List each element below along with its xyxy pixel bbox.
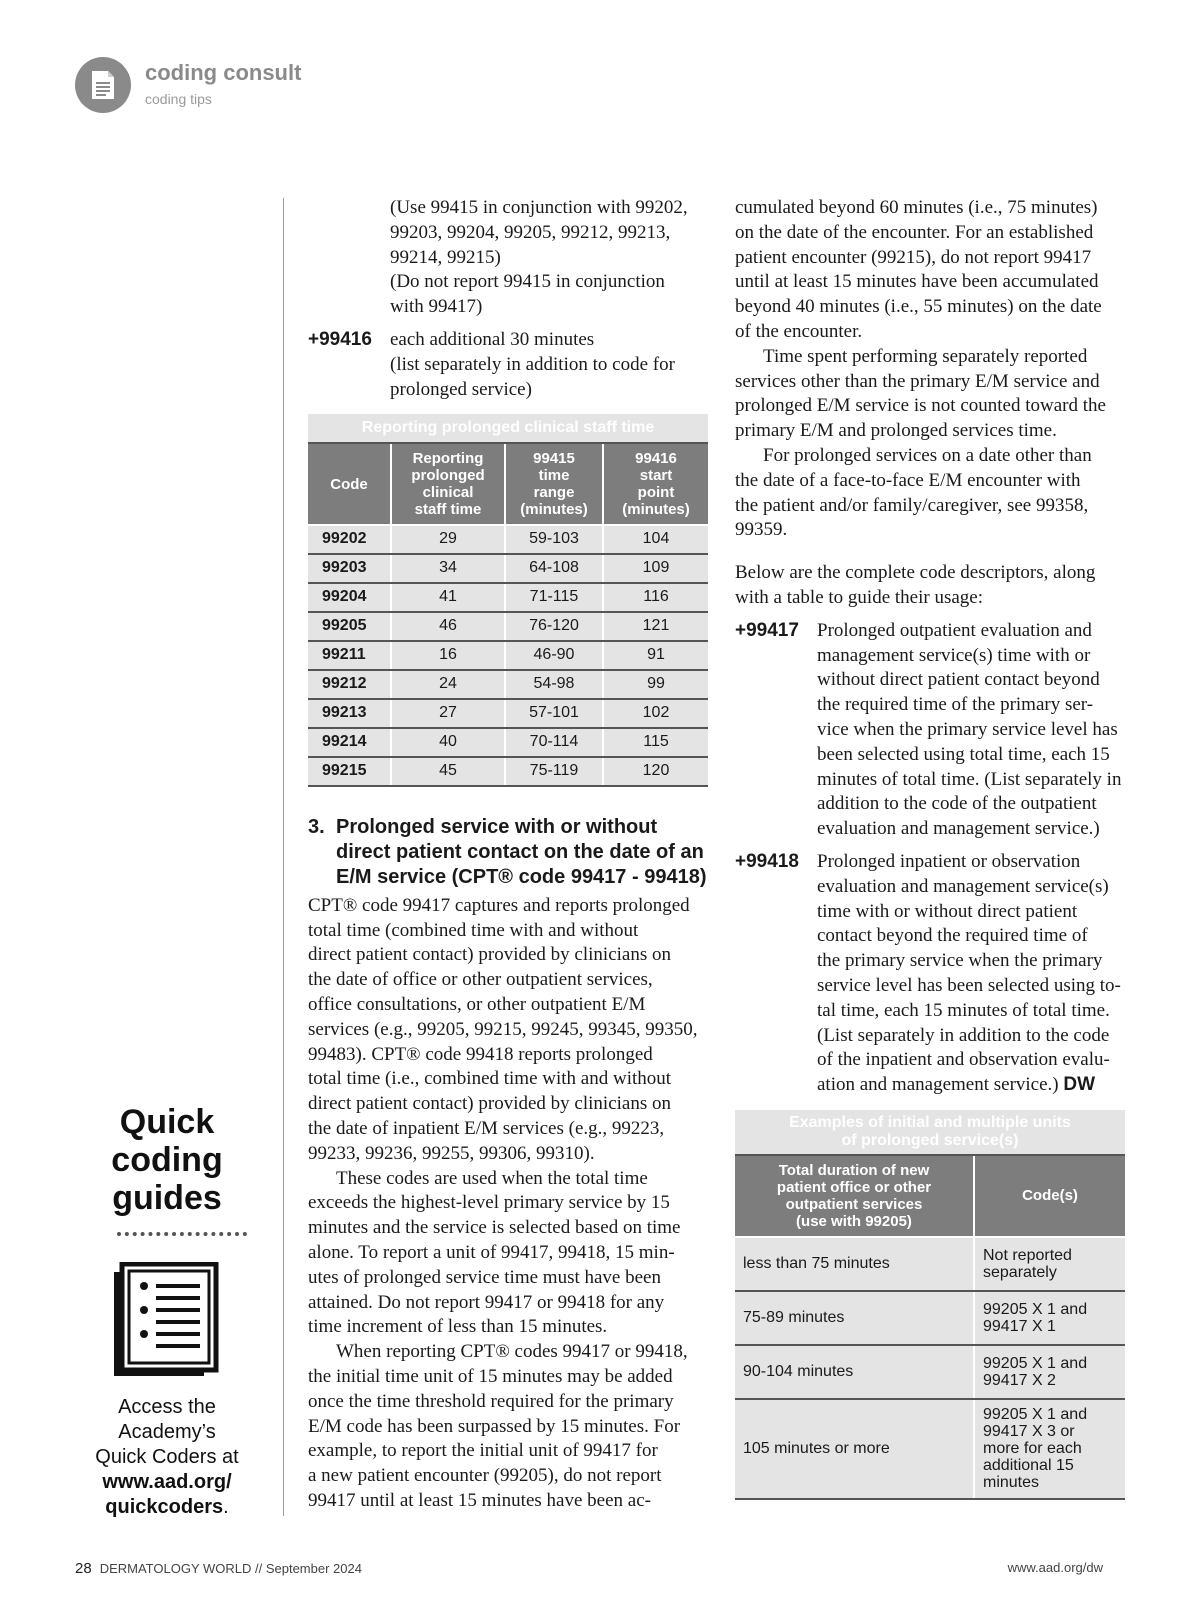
table-cell: 99203 [308,554,391,583]
table-cell: 75-119 [505,757,603,786]
table-cell: 99205 X 1 and 99417 X 2 [974,1345,1125,1399]
table-header-row [308,443,708,525]
table-cell: 115 [603,728,708,757]
paragraph-continued: cumulated beyond 60 minutes (i.e., 75 minutes) on the date of the encounter. For an established patient encounter (99215), do not report 99417 until at least 15 minutes have been accumulated beyond 40 minutes (i.e., 55 minutes) on the date of the encounter. [735,197,1102,342]
section-number: 3. [308,816,325,839]
paragraph-other-date: For prolonged services on a date other than the date of a face-to-face E/M encounter with the patient and/or family/caregiver, see 99358, 99359. [735,444,1092,541]
table-cell: 45 [391,757,505,786]
column-header: Total duration of new patient office or other outpatient services (use with 99205) [735,1155,974,1237]
column-header: Code(s) [974,1155,1125,1237]
table-cell: 75-89 minutes [735,1291,974,1345]
table-cell: 99214 [308,728,391,757]
table-cell: 59-103 [505,525,603,554]
table-cell: 104 [603,525,708,554]
table-cell: 57-101 [505,699,603,728]
code-number: +99417 [735,619,799,641]
page-footer-left [75,1560,362,1577]
table-cell: Not reported separately [974,1237,1125,1291]
table-cell: 99205 X 1 and 99417 X 3 or more for each additional 15 minutes [974,1399,1125,1499]
column-header: Reporting prolonged clinical staff time [391,443,505,525]
table-caption: Reporting prolonged clinical staff time [308,414,708,443]
paragraph-separately-reported: Time spent performing separately reported services other than the primary E/M service and prolonged E/M service is not counted toward the primary E/M and prolonged services time. [735,345,1106,442]
quick-coding-guides-title: Quick coding guides [111,1103,223,1217]
checklist-icon [112,1262,222,1378]
table-cell: 99 [603,670,708,699]
table-cell: 70-114 [505,728,603,757]
code-number: +99416 [308,328,372,350]
quick-coders-promo: Access the Academy’s Quick Coders at www.aad.org/ quickcoders. [82,1395,252,1520]
table-cell: 99212 [308,670,391,699]
section-heading-text: Prolonged service with or without direct patient contact on the date of an E/M service (CPT® code 99417 - 99418) [336,816,707,888]
table-cell: 99215 [308,757,391,786]
code-entry-99417 [735,619,1135,842]
table-cell: 16 [391,641,505,670]
table-cell: 27 [391,699,505,728]
section-badge [75,57,131,113]
table-cell: 121 [603,612,708,641]
paragraph-time-threshold: These codes are used when the total time exceeds the highest-level primary service by 15 minutes and the service is selected based on time alone. To report a unit of 99417, 99418, 15 min- utes of prolonged service time must have been attained. Do not report 99417 or 99418 for any time increment of less than 15 minutes. [308,1167,681,1338]
table-row [308,728,708,757]
paragraph-descriptors-intro: Below are the complete code descriptors, along with a table to guide their usage: [735,562,1096,608]
table-row [308,525,708,554]
table-cell: 105 minutes or more [735,1399,974,1499]
column-header: 99415 time range (minutes) [505,443,603,525]
table-caption: Examples of initial and multiple units of prolonged service(s) [735,1110,1125,1155]
author-signoff: DW [1063,1074,1096,1096]
table-row [308,670,708,699]
table-cell: 34 [391,554,505,583]
table-cell: 99213 [308,699,391,728]
code-entry-99418 [735,850,1135,1098]
paragraph-99417-intro: CPT® code 99417 captures and reports prolonged total time (combined time with and without direct patient contact) provided by clinicians on the date of office or other outpatient services, office consultations, or other outpatient E/M services (e.g., 99205, 99215, 99245, 99345, 99350, 99483). CPT® code 99418 reports prolonged total time (i.e., combined time with and without direct patient contact) provided by clinicians on the date of inpatient E/M services (e.g., 99223, 99233, 99236, 99255, 99306, 99310). [308,894,698,1164]
table-row [735,1237,1125,1291]
table-cell: 102 [603,699,708,728]
section-subtitle: coding tips [145,91,212,107]
code-entry-99416 [308,328,712,402]
table-cell: 116 [603,583,708,612]
table-cell: 64-108 [505,554,603,583]
table-cell: 71-115 [505,583,603,612]
quick-coders-link[interactable]: www.aad.org/ quickcoders. [102,1471,232,1518]
prolonged-units-examples-table [735,1110,1125,1500]
table-cell: 29 [391,525,505,554]
code-number: +99418 [735,850,799,872]
table-cell: 46 [391,612,505,641]
table-cell: 46-90 [505,641,603,670]
table-cell: 90-104 minutes [735,1345,974,1399]
table-cell: 54-98 [505,670,603,699]
table-cell: 24 [391,670,505,699]
table-row [308,641,708,670]
code-99415-notes: (Use 99415 in conjunction with 99202, 99203, 99204, 99205, 99212, 99213, 99214, 99215) (Do not report 99415 in conjunction with 99417) [390,197,688,318]
left-column [308,196,712,1514]
table-row [308,757,708,786]
column-header: Code [308,443,391,525]
page-number: 28 [75,1560,92,1577]
section-3-heading [308,815,712,889]
table-cell: 41 [391,583,505,612]
table-cell: 40 [391,728,505,757]
code-description: each additional 30 minutes (list separately in addition to code for prolonged service) [390,328,675,400]
table-cell: 120 [603,757,708,786]
column-header: 99416 start point (minutes) [603,443,708,525]
table-row [308,612,708,641]
table-header-row [735,1155,1125,1237]
section-title: coding consult [145,60,302,85]
clinical-staff-time-table [308,414,708,787]
footer-url[interactable]: www.aad.org/dw [1007,1560,1103,1575]
table-cell: 99205 X 1 and 99417 X 1 [974,1291,1125,1345]
dotted-divider [117,1232,247,1236]
table-cell: 99204 [308,583,391,612]
document-icon [90,70,116,100]
code-description: Prolonged inpatient or observation evaluation and management service(s) time with or without direct patient contact beyond the required time of the primary service when the primary service level has been selected using to- tal time, each 15 minutes of total time. (List separately in addition to the code of the inpatient and observation evalu- ation and management service.) DW [817,850,1121,1096]
table-cell: 99211 [308,641,391,670]
table-row [308,699,708,728]
publication-info: DERMATOLOGY WORLD // September 2024 [99,1561,362,1576]
table-row [735,1399,1125,1499]
paragraph-initial-unit: When reporting CPT® codes 99417 or 99418, the initial time unit of 15 minutes may be added once the time threshold required for the primary E/M code has been surpassed by 15 minutes. For example, to report the initial unit of 99417 for a new patient encounter (99205), do not report 99417 until at least 15 minutes have been ac- [308,1341,688,1511]
table-cell: 99205 [308,612,391,641]
code-description: Prolonged outpatient evaluation and management service(s) time with or without direct patient contact beyond the required time of the primary ser- vice when the primary service level has been selected using total time, each 15 minutes of total time. (List separately in addition to the code of the outpatient evaluation and management service.) [817,619,1122,840]
right-column [735,196,1135,1500]
table-cell: 76-120 [505,612,603,641]
table-cell: 99202 [308,525,391,554]
table-cell: 109 [603,554,708,583]
table-cell: less than 75 minutes [735,1237,974,1291]
sidebar-divider [283,198,284,1516]
table-row [735,1345,1125,1399]
table-cell: 91 [603,641,708,670]
table-row [308,554,708,583]
table-row [308,583,708,612]
table-row [735,1291,1125,1345]
